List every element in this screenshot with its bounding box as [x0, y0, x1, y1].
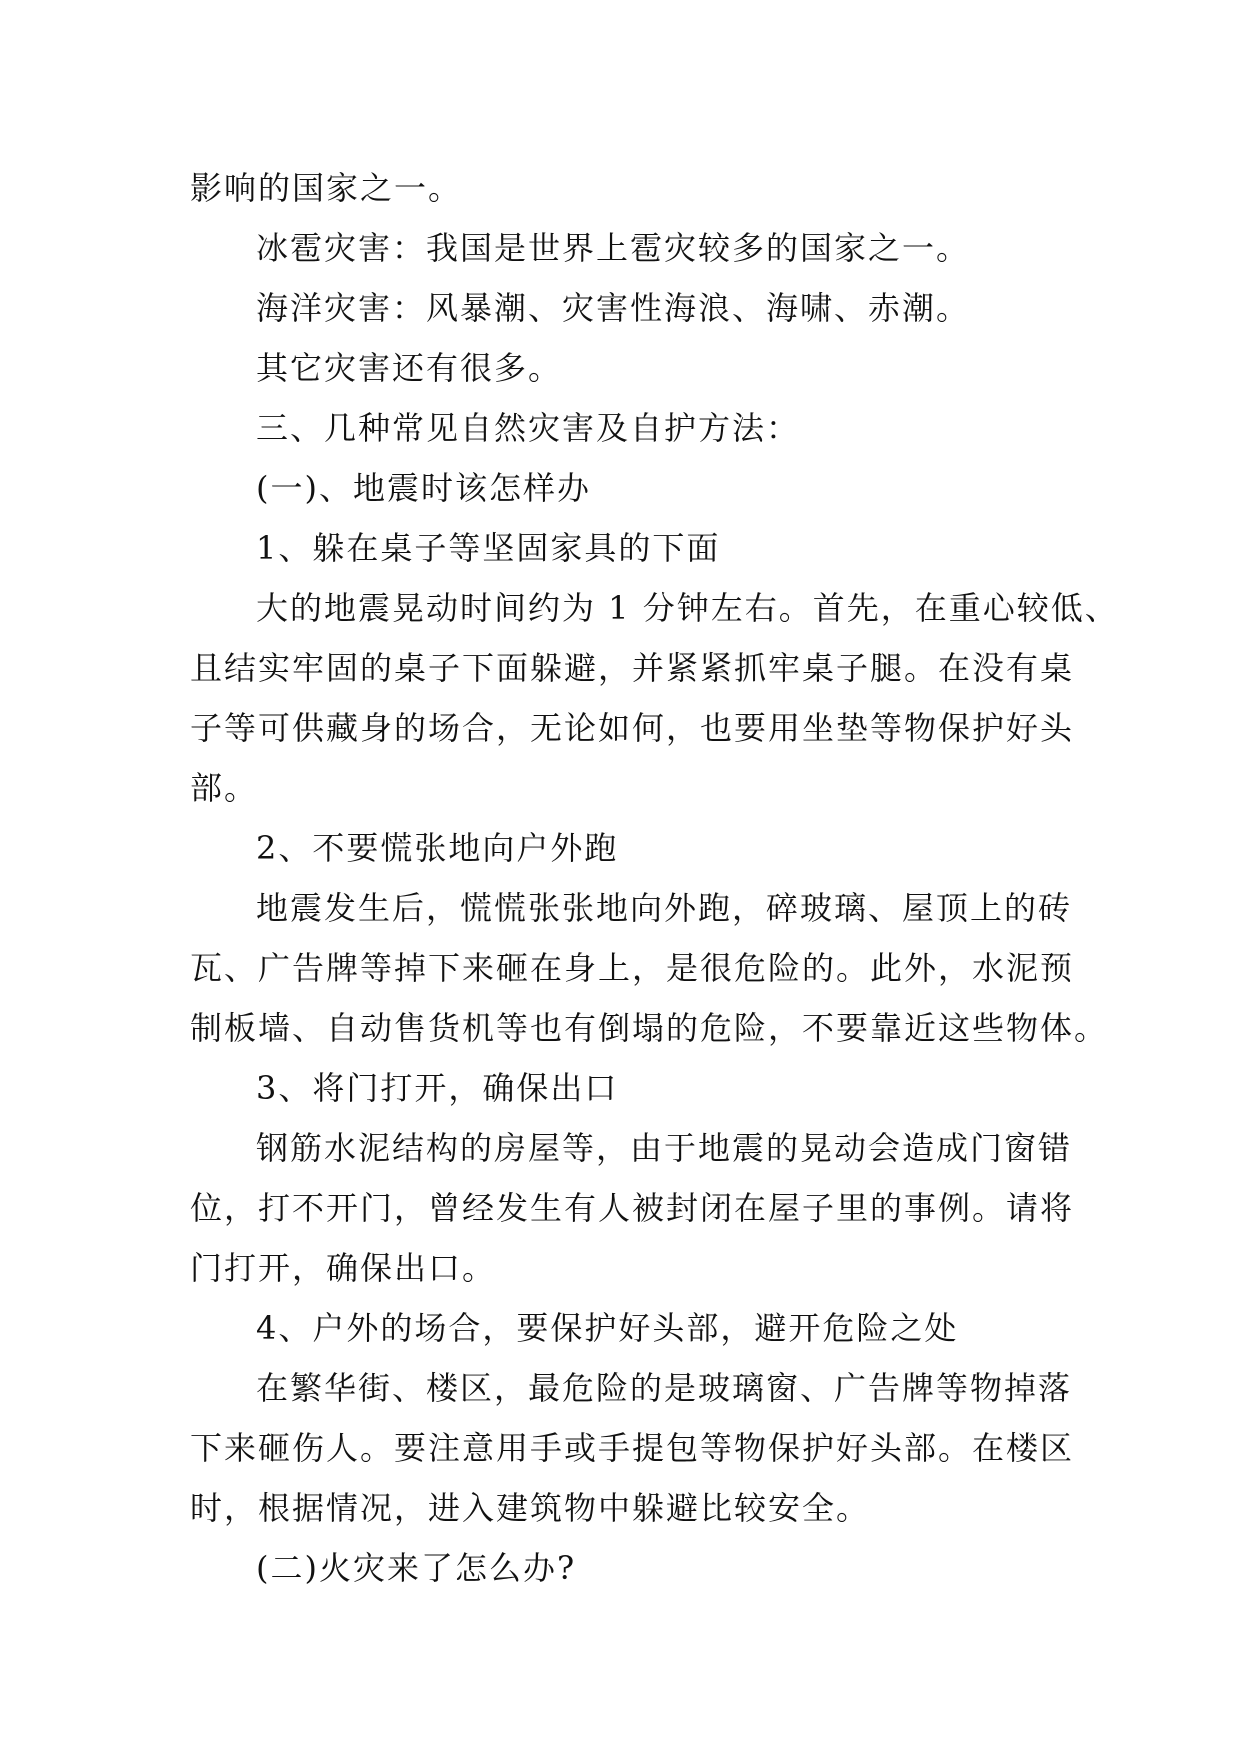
text-line: 三、几种常见自然灾害及自护方法：: [256, 409, 801, 447]
text-line: 钢筋水泥结构的房屋等，由于地震的晃动会造成门窗错: [256, 1129, 1073, 1167]
text-line: 子等可供藏身的场合，无论如何，也要用坐垫等物保护好头: [190, 709, 1075, 747]
text-line: 其它灾害还有很多。: [256, 349, 563, 387]
text-line: 大的地震晃动时间约为 1 分钟左右。首先，在重心较低、: [256, 589, 1119, 627]
text-line: 瓦、广告牌等掉下来砸在身上，是很危险的。此外，水泥预: [190, 949, 1075, 987]
text-line: 部。: [190, 769, 259, 807]
document-page: [190, 158, 1119, 1598]
text-line: 位，打不开门，曾经发生有人被封闭在屋子里的事例。请将: [190, 1189, 1075, 1227]
text-line: 下来砸伤人。要注意用手或手提包等物保护好头部。在楼区: [190, 1429, 1075, 1467]
text-line: 海洋灾害：风暴潮、灾害性海浪、海啸、赤潮。: [256, 289, 971, 327]
text-line: 影响的国家之一。: [190, 169, 463, 207]
text-line: (一)、地震时该怎样办: [256, 469, 591, 507]
text-line: 1、躲在桌子等坚固家具的下面: [256, 529, 721, 567]
text-line: 2、不要慌张地向户外跑: [256, 829, 619, 867]
text-line: 3、将门打开，确保出口: [256, 1069, 619, 1107]
text-line: 门打开，确保出口。: [190, 1249, 497, 1287]
text-line: 4、户外的场合，要保护好头部，避开危险之处: [256, 1309, 959, 1347]
text-line: 地震发生后，慌慌张张地向外跑，碎玻璃、屋顶上的砖: [256, 889, 1073, 927]
text-line: 制板墙、自动售货机等也有倒塌的危险，不要靠近这些物体。: [190, 1009, 1109, 1047]
text-line: 且结实牢固的桌子下面躲避，并紧紧抓牢桌子腿。在没有桌: [190, 649, 1075, 687]
text-line: 冰雹灾害：我国是世界上雹灾较多的国家之一。: [256, 229, 971, 267]
text-line: 在繁华街、楼区，最危险的是玻璃窗、广告牌等物掉落: [256, 1369, 1073, 1407]
text-line: (二)火灾来了怎么办?: [256, 1549, 577, 1587]
text-line: 时，根据情况，进入建筑物中躲避比较安全。: [190, 1489, 871, 1527]
